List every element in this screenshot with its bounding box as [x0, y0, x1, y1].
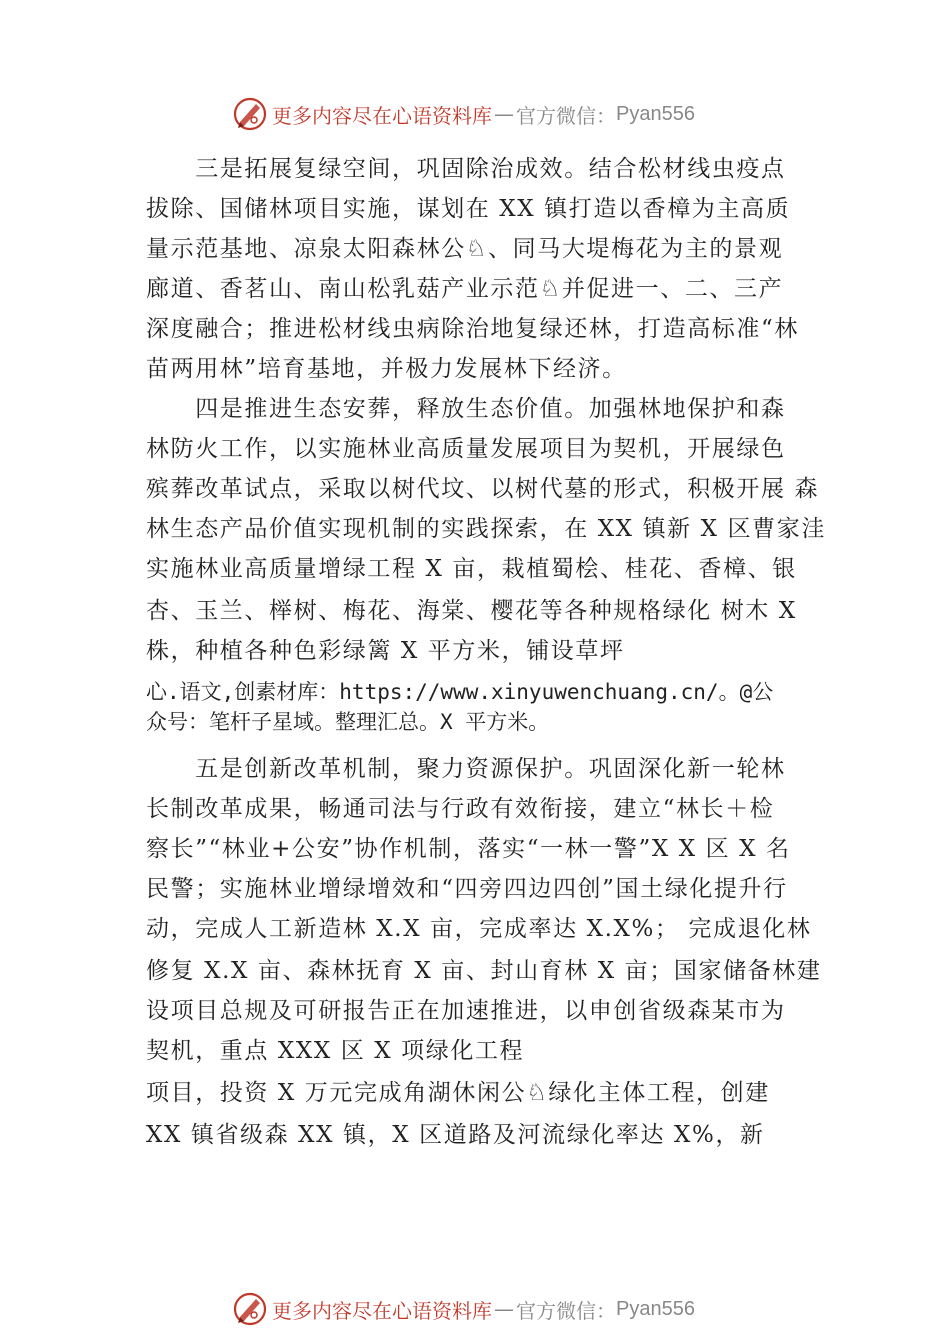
footer-wechat-id: Pyan556: [616, 1297, 695, 1320]
body-line: 长制改革成果，畅通司法与行政有效衔接，建立“林长＋检: [146, 796, 775, 822]
body-line: 四是推进生态安葬，释放生态价值。加强林地保护和森: [146, 396, 786, 422]
pen-logo-icon: [232, 96, 268, 132]
body-line: 株，种植各种色彩绿篱 X 平方米，铺设草坪: [146, 638, 625, 664]
footer-label: 官方微信：: [516, 1298, 616, 1323]
header-separator: —: [494, 102, 514, 126]
body-line: 契机，重点 XXX 区 X 项绿化工程: [146, 1038, 525, 1064]
body-line: 三是拓展复绿空间，巩固除治成效。结合松材线虫疫点: [146, 156, 786, 182]
body-line: 五是创新改革机制，聚力资源保护。巩固深化新一轮林: [146, 756, 786, 782]
body-line: 量示范基地、凉泉太阳森林公♘、同马大堤梅花为主的景观: [146, 236, 784, 262]
header-wechat-id: Pyan556: [616, 102, 695, 125]
body-line: 林生态产品价值实现机制的实践探索，在 XX 镇新 X 区曹家洼: [146, 516, 826, 542]
pen-logo-icon: [232, 1291, 268, 1327]
header-banner: [232, 96, 695, 132]
body-line: 深度融合；推进松材线虫病除治地复绿还林，打造高标准“林: [146, 316, 799, 342]
body-line: 拔除、国储林项目实施，谋划在 XX 镇打造以香樟为主高质: [146, 196, 791, 222]
body-line: 苗两用林”培育基地，并极力发展林下经济。: [146, 356, 627, 382]
body-line: XX 镇省级森 XX 镇，X 区道路及河流绿化率达 X%，新: [146, 1122, 765, 1148]
body-line: 民警；实施林业增绿增效和“四旁四边四创”国土绿化提升行: [146, 876, 788, 902]
body-line: 动，完成人工新造林 X.X 亩，完成率达 X.X%； 完成退化林: [146, 916, 812, 942]
body-line: 众号：笔杆子星域。整理汇总。X 平方米。: [146, 710, 550, 734]
body-line: 设项目总规及可研报告正在加速推进，以申创省级森某市为: [146, 998, 786, 1024]
body-line: 廊道、香茗山、南山松乳菇产业示范♘并促进一、二、三产: [146, 276, 784, 302]
body-line: 林防火工作，以实施林业高质量发展项目为契机，开展绿色: [146, 436, 786, 462]
body-line: 实施林业高质量增绿工程 X 亩，栽植蜀桧、桂花、香樟、银: [146, 556, 797, 582]
body-line: 察长”“林业+公安”协作机制，落实“一林一警”X X 区 X 名: [146, 836, 791, 862]
header-label: 官方微信：: [516, 103, 616, 128]
body-line: 心.语文,创素材库：https://www.xinyuwenchuang.cn/。@公: [146, 680, 774, 704]
footer-brand: 更多内容尽在心语资料库: [272, 1298, 492, 1323]
body-line: 修复 X.X 亩、森林抚育 X 亩、封山育林 X 亩；国家储备林建: [146, 958, 822, 984]
body-line: 项目，投资 X 万元完成角湖休闲公♘绿化主体工程，创建: [146, 1080, 770, 1106]
body-line: 杏、玉兰、榉树、梅花、海棠、樱花等各种规格绿化 树木 X: [146, 598, 797, 624]
header-brand: 更多内容尽在心语资料库: [272, 103, 492, 128]
footer-banner: [232, 1291, 695, 1327]
body-line: 殡葬改革试点，采取以树代坟、以树代墓的形式，积极开展 森: [146, 476, 820, 502]
footer-separator: —: [494, 1297, 514, 1321]
